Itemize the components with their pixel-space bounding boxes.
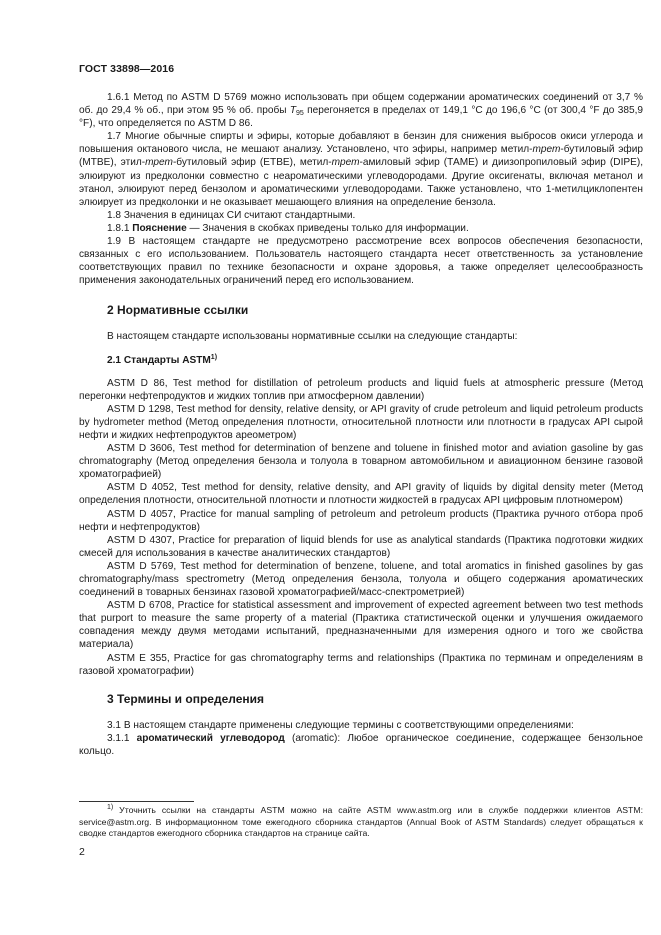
footnote: $^{1)}$ Уточнить ссылки на стандарты ASTM можно на сайте ASTM www.astm.org или в службе поддержки клиентов ASTM: service@astm.org. В информационном томе ежегодного сборника стандартов (Annual Book of ASTM Standards) следует обращаться к сводке стандартов ежегодного сборника стандартов на странице сайта. — [79, 804, 643, 838]
para-3-1: 3.1 В настоящем стандарте применены следующие термины с соответствующими определениями: — [107, 719, 574, 731]
ref-astm-d6708: ASTM D 6708, Practice for statistical assessment and improvement of expected agreement between two test methods that purport to measure the same property of a material (Практика статистической оценки и улучшения ожидаемого совпадения между двумя методами испытаний, предназначенными для измерения одного и того же свойства материала) — [79, 600, 643, 651]
section-2-intro: В настоящем стандарте использованы нормативные ссылки на следующие стандарты: — [107, 331, 518, 343]
page-content — [79, 91, 643, 758]
ref-astm-d1298: ASTM D 1298, Test method for density, relative density, or API gravity of crude petroleum and liquid petroleum products by hydrometer method (Метод определения плотности, относительной плотности или плотности в градусах API сырой нефти и жидких нефтепродуктов ареометром) — [79, 403, 643, 441]
section-2-1-title: 2.1 Стандарты ASTM$^{1)}$ — [107, 353, 218, 366]
footnote-divider — [79, 801, 194, 802]
ref-astm-d4307: ASTM D 4307, Practice for preparation of liquid blends for use as analytical standards (Практика подготовки жидких смесей для использования в качестве аналитических стандартов) — [79, 534, 643, 559]
standard-header: ГОСТ 33898—2016 — [79, 63, 175, 75]
ref-astm-d86: ASTM D 86, Test method for distillation of petroleum products and liquid fuels at atmospheric pressure (Метод перегонки нефтепродуктов и жидких топлив при атмосферном давлении) — [79, 377, 643, 402]
section-3-title: 3 Термины и определения — [107, 691, 265, 706]
section-2-title: 2 Нормативные ссылки — [107, 303, 249, 318]
para-1-7: 1.7 Многие обычные спирты и эфиры, которые добавляют в бензин для снижения выбросов окиси углерода и повышения октанового числа, не мешают анализу. Установлено, что эфиры, например метил-трет-бутиловый эфир (МТВЕ), этил-трет-бутиловый эфир (ETBE), метил-трет-амиловый эфир (ТАМЕ) и диизопропиловый эфир (DIPE), элюируют из предколонки совместно с неароматическими углеводородами. Другие оксигенаты, включая метанол и этанол, элюируют перед бензолом и ароматическими углеводородами. Также установлено, что 1-метилциклопентен элюирует из предколонки и не оказывает мешающего влияния на определение бензола. — [79, 131, 644, 208]
para-1-8: 1.8 Значения в единицах СИ считают стандартными. — [107, 209, 356, 221]
ref-astm-d4052: ASTM D 4052, Test method for density, relative density, and API gravity of liquids by digital density meter (Метод определения плотности, относительной плотности и плотности жидкостей в градусах API цифровым плотномером) — [79, 482, 643, 507]
para-1-6-1: 1.6.1 Метод по ASTM D 5769 можно использовать при общем содержании ароматических соединений от 3,7 % об. до 29,4 % об., при этом 95 % об. пробы $T_{95}$ перегоняется в пределах от 149,1 °С до 196,6 °С (от 300,4 °F до 385,9 °F), что определяется по ASTM D 86. — [79, 92, 644, 130]
para-3-1-1: 3.1.1 ароматический углеводород (aromatic): Любое органическое соединение, содержащее бензольное кольцо. — [79, 732, 643, 757]
page-number: 2 — [79, 846, 85, 858]
ref-astm-d4057: ASTM D 4057, Practice for manual sampling of petroleum and petroleum products (Практика ручного отбора проб нефти и нефтепродуктов) — [79, 508, 643, 533]
ref-astm-e355: ASTM E 355, Practice for gas chromatography terms and relationships (Практика по терминам и определениям в газовой хроматографии) — [79, 652, 643, 677]
para-1-9: 1.9 В настоящем стандарте не предусмотрено рассмотрение всех вопросов обеспечения безопасности, связанных с его использованием. Пользователь настоящего стандарта несет ответственность за установление соответствующих правил по технике безопасности и охране здоровья, а также определяет целесообразность применения законодательных ограничений перед его использованием. — [79, 236, 643, 287]
ref-astm-d5769: ASTM D 5769, Test method for determination of benzene, toluene, and total aromatics in finished gasolines by gas chromatography/mass spectrometry (Метод определения бензола, толуола и общего содержания ароматических соединений в товарных бензинах газовой хроматографией/масс-спектрометрией) — [79, 560, 643, 599]
para-1-8-1: 1.8.1 Пояснение — Значения в скобках приведены только для информации. — [107, 222, 469, 234]
ref-astm-d3606: ASTM D 3606, Test method for determination of benzene and toluene in finished motor and aviation gasoline by gas chromatography (Метод определения бензола и толуола в товарном автомобильном и авиационном бензине газовой хроматографией) — [79, 443, 643, 481]
